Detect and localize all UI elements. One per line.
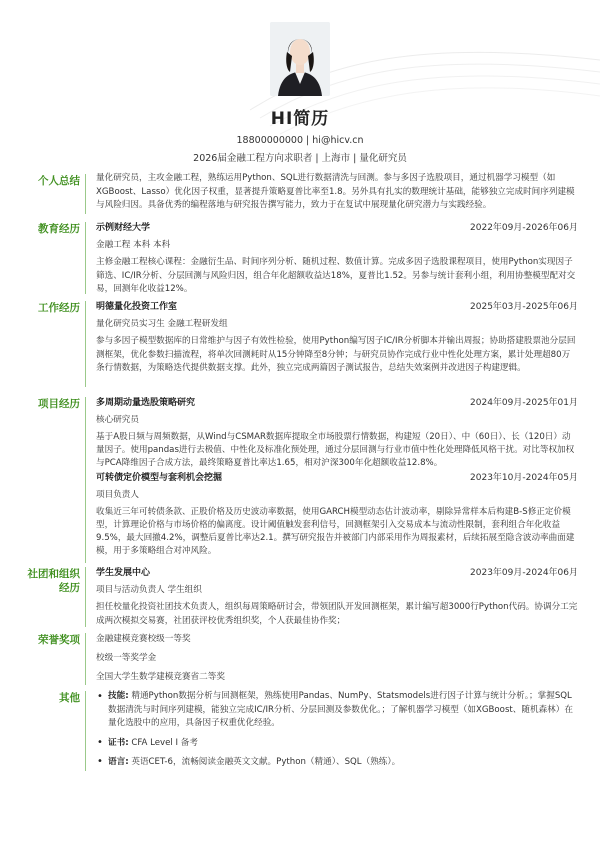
language-label: 语言: <box>108 756 129 767</box>
award-item: 金融建模竞赛校级一等奖 <box>96 634 191 644</box>
work-description: 参与多因子模型数据库的日常维护与因子有效性检验，使用Python编写因子IC/IR分析脚本并输出周报；协助搭建股票池分层回测框架，优化参数扫描流程，将单次回测耗时从15分钟降至8分钟；与研究员协作完成行业中性化处理方案，累计处理超80万条行情数据，为策略迭代提供数据支撑。此外，独立完成两篇因子测试报告，总结失效案例并改进因子构建逻辑。 <box>96 336 576 373</box>
education-description: 主修金融工程核心课程：金融衍生品、时间序列分析、随机过程、数值计算。完成多因子选股课程项目，使用Python实现因子筛选、IC/IR分析、分层回测与风险归因，组合年化超额收益达18%，夏普比1.52。另参与统计套利小组，利用协整模型配对交易，回测年化收益12%。 <box>96 257 576 294</box>
section-title-summary: 个人总结 <box>38 175 80 187</box>
summary-content <box>96 172 578 213</box>
contact-info <box>0 135 600 146</box>
award-item: 校级一等奖学金 <box>96 653 157 663</box>
section-title-campus: 社团和组织经历 <box>27 568 80 594</box>
campus-content <box>96 566 578 628</box>
work-content <box>96 300 578 376</box>
work-date: 2025年03月-2025年06月 <box>470 302 578 312</box>
work-role: 量化研究员实习生 金融工程研发组 <box>96 319 228 329</box>
school-name: 示例财经大学 <box>96 223 151 233</box>
job-intent: 2026届金融工程方向求职者 | 上海市 | 量化研究员 <box>193 153 407 164</box>
awards-content <box>96 632 578 689</box>
campus-date: 2023年09月-2024年06月 <box>470 568 578 578</box>
project-name: 多周期动量选股策略研究 <box>96 398 196 408</box>
project-item <box>96 471 578 558</box>
others-content <box>96 690 578 773</box>
project-date: 2024年09月-2025年01月 <box>470 398 578 408</box>
certificate-label: 证书: <box>108 737 129 748</box>
skills-item <box>96 690 578 731</box>
project-role: 核心研究员 <box>96 415 139 425</box>
education-header <box>96 221 578 235</box>
email-address: hi@hicv.cn <box>312 135 364 146</box>
project-header <box>96 471 578 485</box>
skills-text: 精通Python数据分析与回测框架，熟练使用Pandas、NumPy、Statsmodels进行因子计算与统计分析。；掌握SQL数据清洗与时间序列建模，能独立完成IC/IR分析、分层回测及参数优化。；了解机器学习模型（如XGBoost、随机森林）在量化选股中的应用，具备因子权重优化经验。 <box>108 691 573 728</box>
section-title-awards: 荣誉奖项 <box>38 634 80 646</box>
project-description: 收集近三年可转债条款、正股价格及历史波动率数据，使用GARCH模型动态估计波动率，剔除异常样本后构建B-S修正定价模型，计算理论价格与市场价格的偏离度。设计阈值触发套利信号，回测框架引入交易成本与流动性限制，套利组合年化收益9.5%，最大回撤4.2%，调整后夏普比率达2.1。撰写研究报告并被部门内部采用作为周报素材，后续拓展至隐含波动率曲面建模，用于多策略组合对冲风险。 <box>96 507 575 556</box>
education-content <box>96 221 578 297</box>
project-role: 项目负责人 <box>96 490 139 500</box>
project-description: 基于A股日频与周频数据，从Wind与CSMAR数据库提取全市场股票行情数据，构建短（20日）、中（60日）、长（120日）动量因子。使用pandas进行去极值、中性化及标准化预处理，通过分层回测与行业市值中性化处理降低风格干扰。对比等权加权与PCA降维因子合成方法，最终策略夏普比率达1.65，相对沪深300年化超额收益12.8%。 <box>96 432 575 468</box>
campus-description: 担任校量化投资社团技术负责人，组织每周策略研讨会，带领团队开发回测框架，累计编写超3000行Python代码。协调分工完成两次模拟交易赛，社团获评校优秀组织奖，个人获最佳协作奖； <box>96 602 578 626</box>
section-divider <box>85 567 86 627</box>
projects-content <box>96 396 578 558</box>
section-title-education: 教育经历 <box>38 223 80 235</box>
project-date: 2023年10月-2024年05月 <box>470 473 578 483</box>
organization-name: 学生发展中心 <box>96 568 151 578</box>
contact-separator: | <box>306 135 313 146</box>
work-header <box>96 300 578 314</box>
section-title-others: 其他 <box>59 692 80 704</box>
project-header <box>96 396 578 410</box>
certificate-item <box>96 736 578 750</box>
campus-header <box>96 566 578 580</box>
language-text: 英语CET-6，流畅阅读金融英文文献。Python（精通）、SQL（熟练）。 <box>131 756 401 767</box>
section-divider <box>85 222 86 294</box>
section-title-work: 工作经历 <box>38 302 80 314</box>
section-divider <box>85 633 86 685</box>
campus-role: 项目与活动负责人 学生组织 <box>96 585 202 595</box>
education-date: 2022年09月-2026年06月 <box>470 223 578 233</box>
others-list <box>96 690 578 769</box>
avatar <box>270 22 330 96</box>
portrait-photo-icon <box>270 22 330 96</box>
skills-label: 技能: <box>108 691 129 701</box>
project-item <box>96 396 578 470</box>
certificate-text: CFA Level I 备考 <box>131 737 198 748</box>
language-item <box>96 755 578 769</box>
summary-text: 量化研究员，主攻金融工程，熟练运用Python、SQL进行数据清洗与回测。参与多因子选股项目，通过机器学习模型（如XGBoost、Lasso）优化因子权重，显著提升策略夏普比率至1.8。另外具有扎实的数理统计基础，能够独立完成时间序列建模与风险归因。具备优秀的编程落地与研究报告撰写能力，致力于在复试中展现量化研究潜力与实践经验。 <box>96 173 575 210</box>
section-divider <box>85 397 86 563</box>
education-major: 金融工程 本科 本科 <box>96 240 171 250</box>
section-divider <box>85 691 86 771</box>
project-name: 可转债定价模型与套利机会挖掘 <box>96 473 223 483</box>
section-divider <box>85 301 86 387</box>
company-name: 明德量化投资工作室 <box>96 302 178 312</box>
resume-title: HI简历 <box>270 109 330 129</box>
section-divider <box>85 174 86 214</box>
section-title-projects: 项目经历 <box>38 398 80 410</box>
award-item: 全国大学生数学建模竞赛省二等奖 <box>96 672 225 682</box>
phone-number: 18800000000 <box>236 135 304 146</box>
